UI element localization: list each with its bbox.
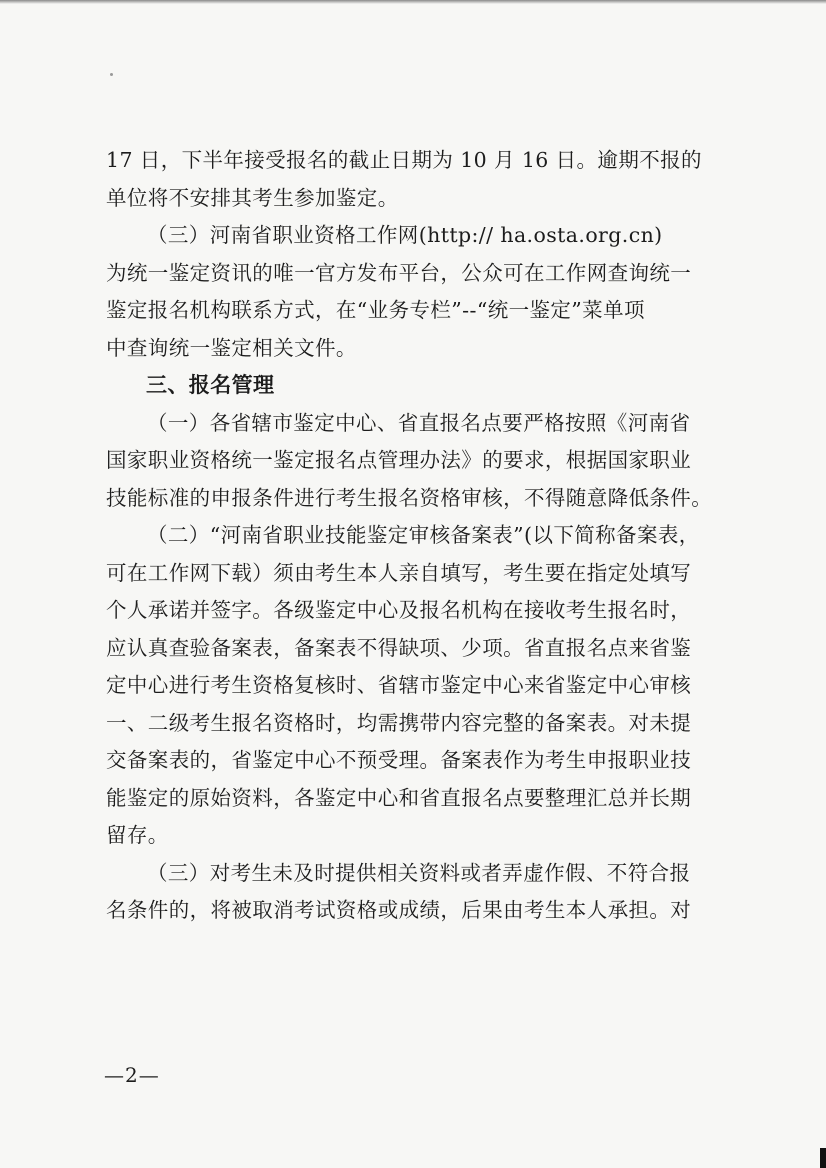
text-line: 能鉴定的原始资料，各鉴定中心和省直报名点要整理汇总并长期 xyxy=(106,785,692,810)
text-line: 技能标准的申报条件进行考生报名资格审核，不得随意降低条件。 xyxy=(106,485,713,510)
scan-speck xyxy=(110,73,113,76)
text-line: 单位将不安排其考生参加鉴定。 xyxy=(106,185,399,210)
section-heading: 三、报名管理 xyxy=(146,373,275,397)
paragraph-start: （一）各省辖市鉴定中心、省直报名点要严格按照《河南省 xyxy=(147,410,691,435)
scan-top-edge xyxy=(0,0,826,4)
text-line: 17 日，下半年接受报名的截止日期为 10 月 16 日。逾期不报的 xyxy=(106,148,702,172)
text-line: 可在工作网下载）须由考生本人亲自填写，考生要在指定处填写 xyxy=(106,560,692,585)
paragraph-start: （二）“河南省职业技能鉴定审核备案表”(以下简称备案表， xyxy=(147,523,700,547)
scan-edge-mark xyxy=(820,1148,826,1168)
text-line: 国家职业资格统一鉴定报名点管理办法》的要求，根据国家职业 xyxy=(106,448,692,472)
text-line: 一、二级考生报名资格时，均需携带内容完整的备案表。对未提 xyxy=(106,710,692,735)
text-line: 鉴定报名机构联系方式，在“业务专栏”--“统一鉴定”菜单项 xyxy=(106,298,645,322)
paragraph-start: （三）对考生未及时提供相关资料或者弄虚作假、不符合报 xyxy=(147,860,691,885)
text-line: 交备案表的，省鉴定中心不预受理。备案表作为考生申报职业技 xyxy=(106,748,692,772)
text-line: 为统一鉴定资讯的唯一官方发布平台，公众可在工作网查询统一 xyxy=(106,260,692,285)
page-number: —2— xyxy=(104,1063,160,1087)
body-text xyxy=(106,142,718,930)
paragraph-start: （三）河南省职业资格工作网(http:// ha.osta.org.cn) xyxy=(147,223,663,247)
text-line: 中查询统一鉴定相关文件。 xyxy=(106,335,357,360)
text-line: 定中心进行考生资格复核时、省辖市鉴定中心来省鉴定中心审核 xyxy=(106,673,692,697)
text-line: 个人承诺并签字。各级鉴定中心及报名机构在接收考生报名时， xyxy=(106,598,692,622)
text-line: 应认真查验备案表，备案表不得缺项、少项。省直报名点来省鉴 xyxy=(106,635,692,660)
text-line: 名条件的，将被取消考试资格或成绩，后果由考生本人承担。对 xyxy=(106,898,692,922)
text-line: 留存。 xyxy=(106,823,169,847)
